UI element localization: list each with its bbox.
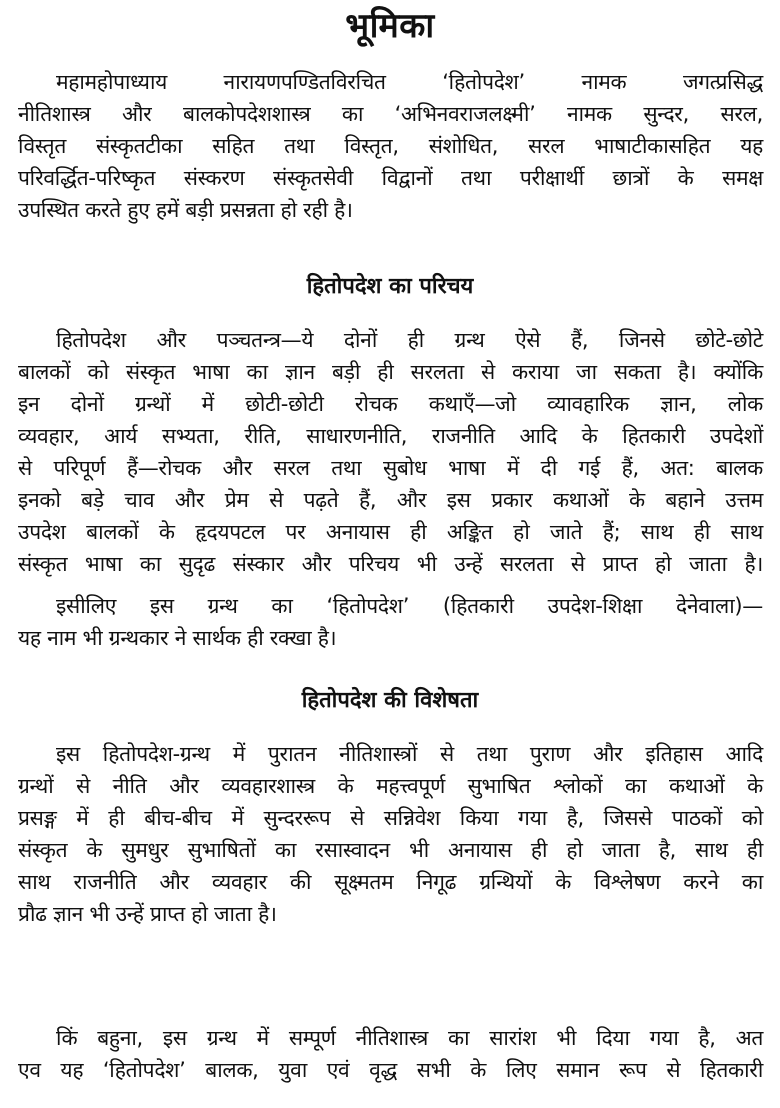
text-line: साथ राजनीति और व्यवहार की सूक्ष्मतम निगूढ ग्रन्थियों के विश्लेषण करने का [18,870,763,894]
text-line: इन दोनों ग्रन्थों में छोटी-छोटी रोचक कथाएँ—जो व्यावहारिक ज्ञान, लोक [18,392,763,416]
text-line: किं बहुना, इस ग्रन्थ में सम्पूर्ण नीतिशास्त्र का सारांश भी दिया गया है, अत [56,1026,763,1050]
text-line: संस्कृत भाषा का सुदृढ संस्कार और परिचय भी उन्हें सरलता से प्राप्त हो जाता है। [18,552,763,576]
text-line: प्रौढ ज्ञान भी उन्हें प्राप्त हो जाता है। [18,902,277,926]
section-heading-features: हितोपदेश की विशेषता [301,688,479,713]
text-line: से परिपूर्ण हैं—रोचक और सरल तथा सुबोध भाषा में दी गई हैं, अत: बालक [18,456,763,480]
text-line: ग्रन्थों से नीति और व्यवहारशास्त्र के महत्त्वपूर्ण सुभाषित श्लोकों का कथाओं के [18,774,763,798]
text-line: संस्कृत के सुमधुर सुभाषितों का रसास्वादन भी अनायास ही हो जाता है, साथ ही [18,838,763,862]
text-line: उपदेश बालकों के हृदयपटल पर अनायास ही अङ्कित हो जाते हैं; साथ ही साथ [18,520,763,544]
text-line: विस्तृत संस्कृतटीका सहित तथा विस्तृत, संशोधित, सरल भाषाटीकासहित यह [18,134,763,158]
text-line: परिवर्द्धित-परिष्कृत संस्करण संस्कृतसेवी विद्वानों तथा परीक्षार्थी छात्रों के समक्ष [18,166,763,190]
text-line: व्यवहार, आर्य सभ्यता, रीति, साधारणनीति, राजनीति आदि के हितकारी उपदेशों [18,424,763,448]
text-line: यह नाम भी ग्रन्थकार ने सार्थक ही रक्खा है। [18,626,337,650]
section-heading-introduction: हितोपदेश का परिचय [306,274,474,299]
page-title: भूमिका [345,6,435,46]
text-line: बालकों को संस्कृत भाषा का ज्ञान बड़ी ही सरलता से कराया जा सकता है। क्योंकि [18,360,763,384]
text-line: इस हितोपदेश-ग्रन्थ में पुरातन नीतिशास्त्रों से तथा पुराण और इतिहास आदि [56,742,763,766]
text-line: हितोपदेश और पञ्चतन्त्र—ये दोनों ही ग्रन्थ ऐसे हैं, जिनसे छोटे-छोटे [56,328,763,352]
text-line: महामहोपाध्याय नारायणपण्डितविरचित ‘हितोपदेश’ नामक जगत्प्रसिद्ध [56,70,763,94]
text-line: प्रसङ्ग में ही बीच-बीच में सुन्दररूप से सन्निवेश किया गया है, जिससे पाठकों को [18,806,763,830]
text-line: नीतिशास्त्र और बालकोपदेशशास्त्र का ‘अभिनवराजलक्ष्मी’ नामक सुन्दर, सरल, [18,102,763,126]
text-line: इनको बड़े चाव और प्रेम से पढ़ते हैं, और इस प्रकार कथाओं के बहाने उत्तम [18,488,763,512]
text-line: उपस्थित करते हुए हमें बड़ी प्रसन्नता हो रही है। [18,198,353,222]
text-line: इसीलिए इस ग्रन्थ का ‘हितोपदेश’ (हितकारी उपदेश-शिक्षा देनेवाला)— [56,594,763,618]
text-line: एव यह ‘हितोपदेश’ बालक, युवा एवं वृद्ध सभी के लिए समान रूप से हितकारी [18,1058,763,1082]
